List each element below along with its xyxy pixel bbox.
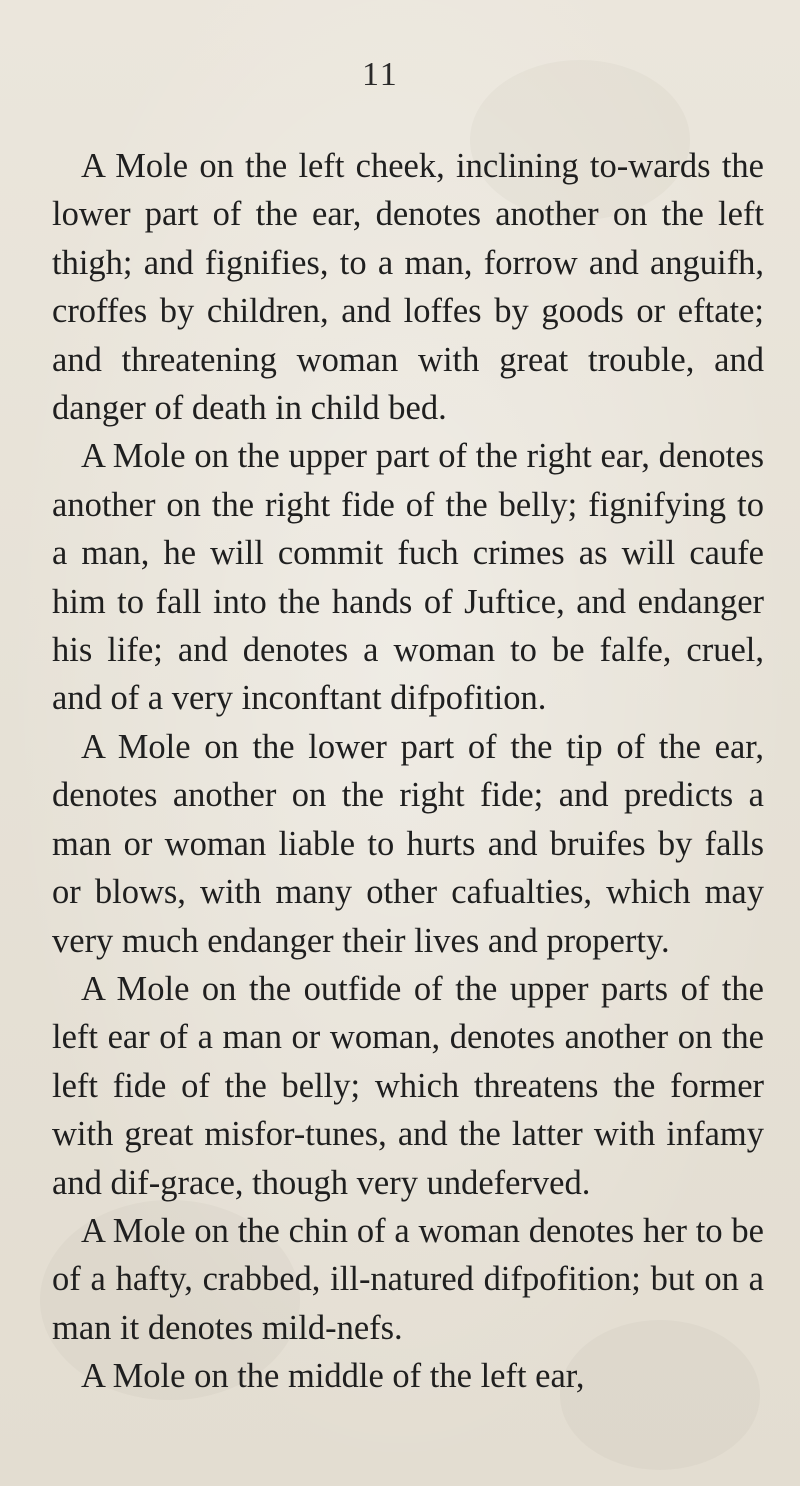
paragraph-lower-ear-tip: A Mole on the lower part of the tip of the ear, denotes another on the right fide; and predicts a man or woman liable to hurts and bruifes by falls or blows, with many other cafualties, which may very much endanger their lives and property.: [52, 727, 764, 960]
paragraph-middle-left-ear: A Mole on the middle of the left ear,: [81, 1357, 585, 1396]
paragraph-left-cheek: A Mole on the left cheek, inclining to-wards the lower part of the ear, denotes another on the left thigh; and fignifies, to a man, forrow and anguifh, croffes by children, and loffes by goods or eftate; and threatening woman with great trouble, and danger of death in child bed.: [52, 147, 764, 428]
paragraph-upper-right-ear: A Mole on the upper part of the right ear, denotes another on the right fide of the belly; fignifying to a man, he will commit fuch crimes as will caufe him to fall into the hands of Juftice, and endanger his life; and denotes a woman to be falfe, cruel, and of a very inconftant difpofition.: [52, 437, 764, 718]
page-number: 11: [362, 56, 399, 93]
body-text: [52, 142, 764, 1401]
paragraph-chin: A Mole on the chin of a woman denotes her to be of a hafty, crabbed, ill-natured difpofition; but on a man it denotes mild-nefs.: [52, 1211, 764, 1347]
paragraph-outside-left-ear: A Mole on the outfide of the upper parts of the left ear of a man or woman, denotes another on the left fide of the belly; which threatens the former with great misfor-tunes, and the latter with infamy and dif-grace, though very undeferved.: [52, 969, 764, 1202]
